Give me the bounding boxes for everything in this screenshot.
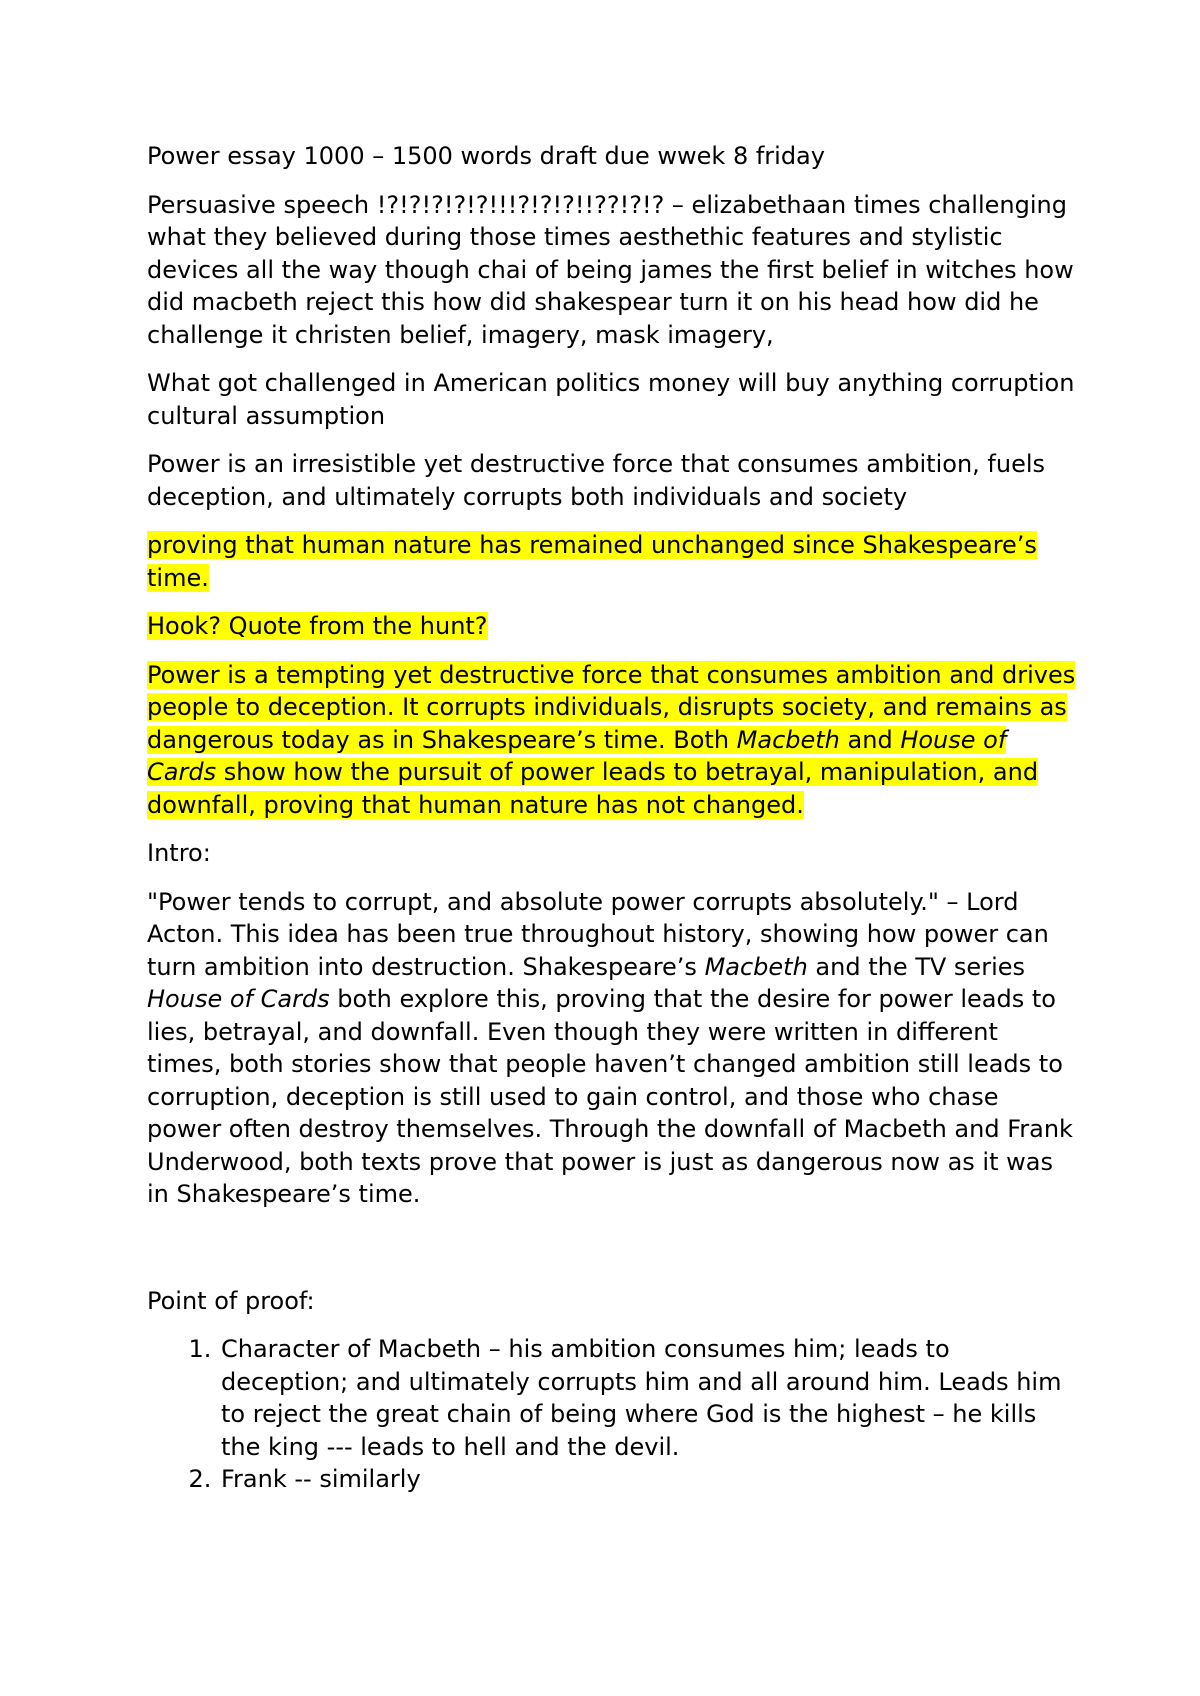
list-item: 1. Character of Macbeth – his ambition consumes him; leads to deception; and ultimately corrupts him and all around him. Leads him to reject the great chain of being where God is the highest – he kills the king --- leads to hell and the devil. xyxy=(219,1333,1077,1463)
intro-label: Intro: xyxy=(147,839,211,867)
blank-line xyxy=(147,1227,1077,1285)
power-thesis-draft: Power is an irresistible yet destructive force that consumes ambition, fuels deception, and ultimately corrupts both individuals and society xyxy=(147,450,1046,511)
thesis-text-part1: Power is a tempting yet destructive force that consumes ambition and drives people to deception. It corrupts individuals, disrupts society, and remains as dangerous today as in Shakespeare’s time. Both xyxy=(147,660,1076,754)
intro-paragraph xyxy=(147,886,1077,1211)
essay-heading-note: Power essay 1000 – 1500 words draft due wwek 8 friday xyxy=(147,142,825,170)
persuasive-speech-note: Persuasive speech !?!?!?!?!?!!!?!?!?!!??!?!? – elizabethaan times challenging what they believed during those times aesthethic features and stylistic devices all the way though chai of being james the first belief in witches how did macbeth reject this how did shakespear turn it on his head how did he challenge it christen belief, imagery, mask imagery, xyxy=(147,190,1074,349)
thesis-text-part3: show how the pursuit of power leads to betrayal, manipulation, and downfall, proving that human nature has not changed. xyxy=(147,758,1039,819)
intro-text-part1: "Power tends to corrupt, and absolute power corrupts absolutely." – Lord Acton. This idea has been true throughout history, showing how power can turn ambition into destruction. Shakespeare’s xyxy=(147,887,1049,981)
highlight-hook-text: Hook? Quote from the hunt? xyxy=(147,612,488,640)
thesis-title-macbeth: Macbeth xyxy=(736,725,840,754)
intro-text-part2: and the TV series xyxy=(807,952,1026,981)
highlighted-thesis-paragraph xyxy=(147,659,1077,822)
list-item: 2. Frank -- similarly xyxy=(219,1463,1077,1496)
intro-title-house-of-cards: House of Cards xyxy=(147,985,330,1013)
document-page xyxy=(147,140,1077,1496)
intro-text-part3: both explore this, proving that the desire for power leads to lies, betrayal, and downfall. Even though they were written in different times, both stories show that people haven’t changed ambition still leads to corruption, deception is still used to gain control, and those who chase power often destroy themselves. Through the downfall of Macbeth and Frank Underwood, both texts prove that power is just as dangerous now as it was in Shakespeare’s time. xyxy=(147,985,1073,1208)
highlighted-line-human-nature xyxy=(147,529,1077,594)
points-list xyxy=(147,1333,1077,1496)
thesis-text-part2: and xyxy=(839,725,901,754)
thesis-title-house-of-cards: House of Cards xyxy=(147,725,1007,786)
highlight-human-nature-text: proving that human nature has remained unchanged since Shakespeare’s time. xyxy=(147,531,1037,592)
highlighted-line-hook xyxy=(147,610,1077,643)
american-politics-note: What got challenged in American politics money will buy anything corruption cultural assumption xyxy=(147,369,1075,430)
intro-title-macbeth: Macbeth xyxy=(704,952,808,981)
points-of-proof-label: Point of proof: xyxy=(147,1286,315,1315)
